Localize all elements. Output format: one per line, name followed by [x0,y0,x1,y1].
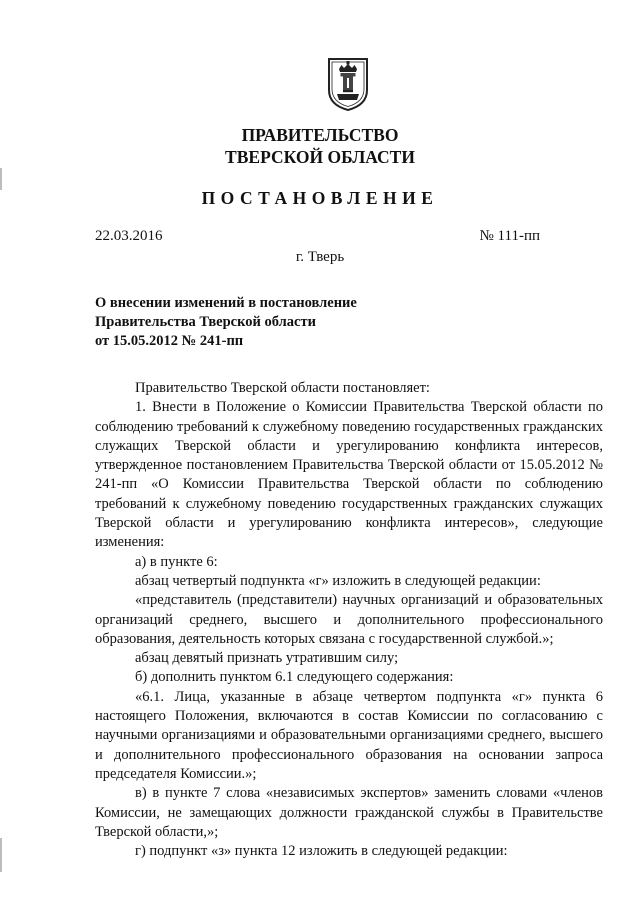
coat-of-arms-icon [326,56,370,112]
body-paragraph: абзац девятый признать утратившим силу; [135,650,399,667]
body-paragraph: 1. Внести в Положение о Комиссии Правительства Тверской области по соблюдению требований к служебному поведению государственных гражданских служащих Тверской области и урегулированию конфликта интересов, утвержденное постановлением Правительства Тверской области от 15.05.2012 № 241-пп «О Комиссии Правительства Тверской области по соблюдению требований к служебному поведению государственных гражданских служащих Тверской области и урегулированию конфликта интересов», следующие изменения: [95,399,603,551]
body-paragraph: абзац четвертый подпункта «г» изложить в следующей редакции: [135,572,541,589]
government-title-line: ТВЕРСКОЙ ОБЛАСТИ [225,147,415,167]
body-paragraph: Правительство Тверской области постановляет: [135,380,430,396]
document-type: ПОСТАНОВЛЕНИЕ [201,188,439,208]
body-paragraph: в) в пункте 7 слова «независимых экспертов» заменить словами «членов Комиссии, не замещающих должности гражданской службы в Правительстве Тверской области,»; [95,785,603,840]
document-city: г. Тверь [295,249,345,265]
body-paragraph: а) в пункте 6: [135,553,218,570]
subject-line: Правительства Тверской области [95,314,316,330]
document-body [95,379,603,861]
scan-edge-line [0,168,2,190]
government-title [0,124,640,168]
body-paragraph: б) дополнить пунктом 6.1 следующего содержания: [135,669,454,686]
document-date: 22.03.2016 [95,228,163,244]
body-paragraph: «6.1. Лица, указанные в абзаце четвертом подпункта «г» пункта 6 настоящего Положения, включаются в состав Комиссии по согласованию с научными организациями и образовательными организациями среднего, высшего и дополнительного профессионального образования на основании запроса председателя Комиссии.»; [95,688,603,782]
document-subject [95,294,357,351]
document-number: № 111-пп [479,228,540,244]
subject-line: О внесении изменений в постановление [95,295,357,311]
body-paragraph: г) подпункт «з» пункта 12 изложить в следующей редакции: [135,843,508,860]
body-paragraph: «представитель (представители) научных организаций и образовательных организаций среднего, высшего и дополнительного профессионального образования, деятельность которых связана с государственной службой.»; [95,592,603,647]
scan-edge-line [0,838,2,872]
government-title-line: ПРАВИТЕЛЬСТВО [241,125,399,145]
subject-line: от 15.05.2012 № 241-пп [95,333,244,349]
